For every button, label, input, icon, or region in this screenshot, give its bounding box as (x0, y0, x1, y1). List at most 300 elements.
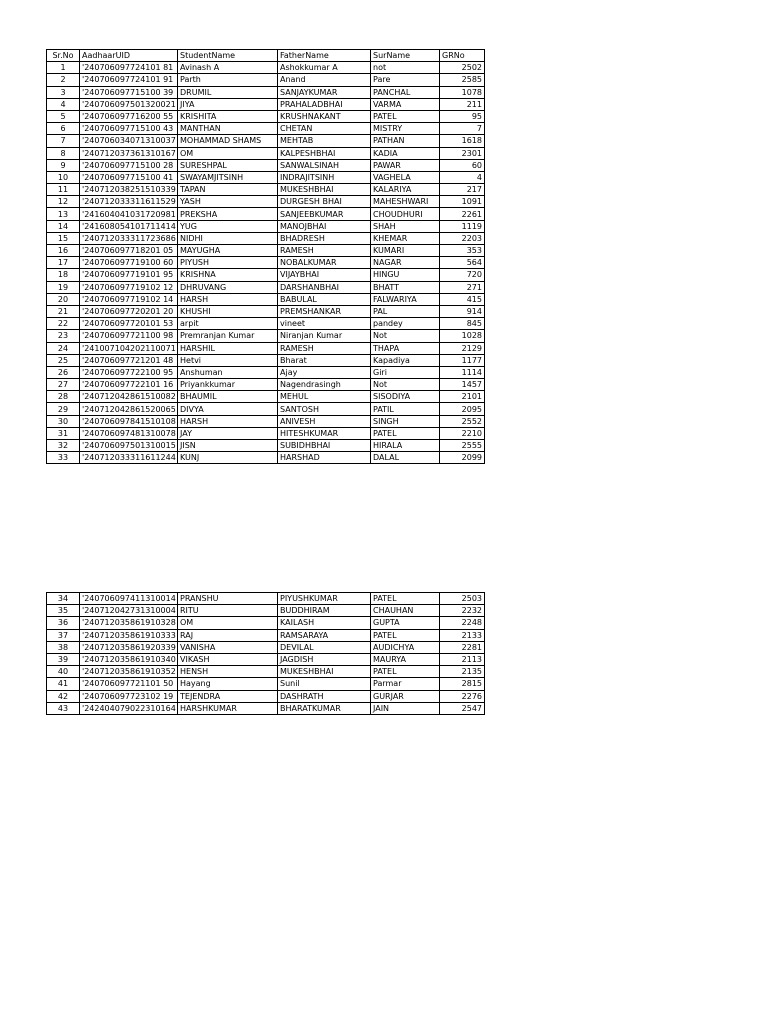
gr-no-cell: 2113 (440, 653, 485, 665)
surname-cell: SINGH (371, 415, 440, 427)
table-row (47, 220, 485, 232)
table-row (47, 403, 485, 415)
father-name-cell: PIYUSHKUMAR (278, 593, 371, 605)
sr-no-cell: 17 (47, 257, 80, 269)
sr-no-cell: 32 (47, 440, 80, 452)
gr-no-cell: 2281 (440, 641, 485, 653)
father-name-cell: INDRAJITSINH (278, 171, 371, 183)
surname-cell: Parmar (371, 678, 440, 690)
sr-no-cell: 42 (47, 690, 80, 702)
surname-cell: HIRALA (371, 440, 440, 452)
gr-no-cell: 1028 (440, 330, 485, 342)
aadhaar-uid-cell: '240712033311611244 (80, 452, 178, 464)
table-row (47, 305, 485, 317)
table-row (47, 281, 485, 293)
gr-no-cell: 2095 (440, 403, 485, 415)
table-row (47, 391, 485, 403)
father-name-cell: MEHTAB (278, 135, 371, 147)
father-name-cell: BUDDHIRAM (278, 605, 371, 617)
surname-cell: JAIN (371, 702, 440, 714)
aadhaar-uid-cell: '240706097721101 50 (80, 678, 178, 690)
table-row (47, 415, 485, 427)
aadhaar-uid-cell: '240706097501320021 (80, 98, 178, 110)
gr-no-cell: 2133 (440, 629, 485, 641)
table-row (47, 379, 485, 391)
aadhaar-uid-cell: '240712037361310167 (80, 147, 178, 159)
father-name-cell: MANOJBHAI (278, 220, 371, 232)
father-name-cell: BABULAL (278, 293, 371, 305)
sr-no-cell: 24 (47, 342, 80, 354)
gr-no-cell: 2301 (440, 147, 485, 159)
father-name-cell: SANWALSINAH (278, 159, 371, 171)
student-name-cell: OM (178, 617, 278, 629)
gr-no-cell: 2135 (440, 666, 485, 678)
surname-cell: PATEL (371, 110, 440, 122)
surname-cell: DALAL (371, 452, 440, 464)
sr-no-cell: 7 (47, 135, 80, 147)
father-name-cell: NOBALKUMAR (278, 257, 371, 269)
table-row (47, 86, 485, 98)
table-row (47, 629, 485, 641)
student-name-cell: JISN (178, 440, 278, 452)
surname-cell: PAL (371, 305, 440, 317)
gr-no-cell: 2101 (440, 391, 485, 403)
sr-no-cell: 16 (47, 245, 80, 257)
father-name-cell: MEHUL (278, 391, 371, 403)
aadhaar-uid-cell: '240706097721100 98 (80, 330, 178, 342)
father-name-cell: Nagendrasingh (278, 379, 371, 391)
table-row (47, 617, 485, 629)
surname-cell: PATEL (371, 629, 440, 641)
sr-no-cell: 18 (47, 269, 80, 281)
father-name-cell: PREMSHANKAR (278, 305, 371, 317)
father-name-cell: JAGDISH (278, 653, 371, 665)
table-row (47, 98, 485, 110)
sr-no-cell: 39 (47, 653, 80, 665)
surname-cell: Not (371, 379, 440, 391)
sr-no-cell: 29 (47, 403, 80, 415)
aadhaar-uid-cell: '240706097481310078 (80, 427, 178, 439)
student-table-top (46, 49, 485, 464)
aadhaar-uid-cell: '240706097723102 19 (80, 690, 178, 702)
sr-no-cell: 43 (47, 702, 80, 714)
sr-no-cell: 27 (47, 379, 80, 391)
student-name-cell: MOHAMMAD SHAMS (178, 135, 278, 147)
father-name-cell: Ajay (278, 366, 371, 378)
aadhaar-uid-cell: '240706097716200 55 (80, 110, 178, 122)
sr-no-cell: 5 (47, 110, 80, 122)
sr-no-cell: 4 (47, 98, 80, 110)
table-row (47, 678, 485, 690)
surname-cell: PATHAN (371, 135, 440, 147)
sr-no-cell: 31 (47, 427, 80, 439)
sr-no-cell: 12 (47, 196, 80, 208)
father-name-cell: Sunil (278, 678, 371, 690)
student-name-cell: VIKASH (178, 653, 278, 665)
student-name-cell: Priyankkumar (178, 379, 278, 391)
sr-no-cell: 8 (47, 147, 80, 159)
student-name-cell: RITU (178, 605, 278, 617)
sr-no-cell: 13 (47, 208, 80, 220)
sr-no-cell: 20 (47, 293, 80, 305)
student-name-cell: Anshuman (178, 366, 278, 378)
table-row (47, 74, 485, 86)
aadhaar-uid-cell: '240706097722101 16 (80, 379, 178, 391)
surname-cell: PATEL (371, 427, 440, 439)
surname-cell: KALARIYA (371, 184, 440, 196)
aadhaar-uid-cell: '240706097721201 48 (80, 354, 178, 366)
student-name-cell: SURESHPAL (178, 159, 278, 171)
father-name-cell: DASHRATH (278, 690, 371, 702)
student-name-cell: Parth (178, 74, 278, 86)
table-row (47, 641, 485, 653)
father-name-cell: SANJEEBKUMAR (278, 208, 371, 220)
gr-no-cell: 845 (440, 318, 485, 330)
table-row (47, 184, 485, 196)
table-row (47, 440, 485, 452)
table-row (47, 159, 485, 171)
aadhaar-uid-cell: '240712042861520065 (80, 403, 178, 415)
father-name-cell: RAMESH (278, 245, 371, 257)
sr-no-cell: 15 (47, 232, 80, 244)
table-row (47, 666, 485, 678)
table-row (47, 208, 485, 220)
gr-no-cell: 353 (440, 245, 485, 257)
table-row (47, 318, 485, 330)
gr-no-cell: 415 (440, 293, 485, 305)
student-name-cell: MAYUGHA (178, 245, 278, 257)
sr-no-cell: 41 (47, 678, 80, 690)
student-name-cell: DHRUVANG (178, 281, 278, 293)
aadhaar-uid-cell: '240706097719101 95 (80, 269, 178, 281)
student-name-cell: HARSHKUMAR (178, 702, 278, 714)
surname-cell: VAGHELA (371, 171, 440, 183)
sr-no-cell: 38 (47, 641, 80, 653)
surname-cell: BHATT (371, 281, 440, 293)
table-row (47, 342, 485, 354)
gr-no-cell: 2099 (440, 452, 485, 464)
father-name-cell: HARSHAD (278, 452, 371, 464)
sr-no-cell: 2 (47, 74, 80, 86)
table-row (47, 123, 485, 135)
student-name-cell: KHUSHI (178, 305, 278, 317)
gr-no-cell: 2502 (440, 62, 485, 74)
table-row (47, 427, 485, 439)
father-name-cell: HITESHKUMAR (278, 427, 371, 439)
gr-no-cell: 2248 (440, 617, 485, 629)
aadhaar-uid-cell: '240712035861910328 (80, 617, 178, 629)
student-name-cell: KRISHITA (178, 110, 278, 122)
sr-no-cell: 9 (47, 159, 80, 171)
father-name-cell: DARSHANBHAI (278, 281, 371, 293)
gr-no-cell: 1114 (440, 366, 485, 378)
table-row (47, 593, 485, 605)
student-name-cell: Hetvi (178, 354, 278, 366)
surname-cell: PATIL (371, 403, 440, 415)
surname-cell: FALWARIYA (371, 293, 440, 305)
column-header: Sr.No (47, 50, 80, 62)
student-name-cell: OM (178, 147, 278, 159)
table-row (47, 62, 485, 74)
gr-no-cell: 914 (440, 305, 485, 317)
aadhaar-uid-cell: '240706097411310014 (80, 593, 178, 605)
father-name-cell: BHARATKUMAR (278, 702, 371, 714)
aadhaar-uid-cell: '240712035861910352 (80, 666, 178, 678)
student-name-cell: Avinash A (178, 62, 278, 74)
surname-cell: SHAH (371, 220, 440, 232)
father-name-cell: MUKESHBHAI (278, 666, 371, 678)
gr-no-cell: 2210 (440, 427, 485, 439)
surname-cell: CHOUDHURI (371, 208, 440, 220)
aadhaar-uid-cell: '241604041031720981 (80, 208, 178, 220)
sr-no-cell: 40 (47, 666, 80, 678)
student-name-cell: KUNJ (178, 452, 278, 464)
surname-cell: AUDICHYA (371, 641, 440, 653)
table-row (47, 135, 485, 147)
father-name-cell: Bharat (278, 354, 371, 366)
table-row (47, 110, 485, 122)
gr-no-cell: 271 (440, 281, 485, 293)
table-row (47, 147, 485, 159)
aadhaar-uid-cell: '241608054101711414 (80, 220, 178, 232)
surname-cell: KADIA (371, 147, 440, 159)
aadhaar-uid-cell: '240712035861920339 (80, 641, 178, 653)
father-name-cell: Ashokkumar A (278, 62, 371, 74)
sr-no-cell: 21 (47, 305, 80, 317)
student-table-bottom (46, 592, 485, 715)
father-name-cell: Niranjan Kumar (278, 330, 371, 342)
surname-cell: PATEL (371, 593, 440, 605)
surname-cell: HINGU (371, 269, 440, 281)
sr-no-cell: 11 (47, 184, 80, 196)
sr-no-cell: 33 (47, 452, 80, 464)
father-name-cell: PRAHALADBHAI (278, 98, 371, 110)
father-name-cell: DURGESH BHAI (278, 196, 371, 208)
table-row (47, 354, 485, 366)
sr-no-cell: 37 (47, 629, 80, 641)
surname-cell: Pare (371, 74, 440, 86)
aadhaar-uid-cell: '240706097715100 28 (80, 159, 178, 171)
sr-no-cell: 10 (47, 171, 80, 183)
gr-no-cell: 95 (440, 110, 485, 122)
column-header: SurName (371, 50, 440, 62)
father-name-cell: SUBIDHBHAI (278, 440, 371, 452)
gr-no-cell: 2276 (440, 690, 485, 702)
surname-cell: KUMARI (371, 245, 440, 257)
surname-cell: KHEMAR (371, 232, 440, 244)
header-row (47, 50, 485, 62)
student-name-cell: MANTHAN (178, 123, 278, 135)
gr-no-cell: 720 (440, 269, 485, 281)
father-name-cell: CHETAN (278, 123, 371, 135)
gr-no-cell: 2261 (440, 208, 485, 220)
table-row (47, 232, 485, 244)
student-table-bottom-body (47, 593, 485, 715)
sr-no-cell: 26 (47, 366, 80, 378)
sr-no-cell: 3 (47, 86, 80, 98)
sr-no-cell: 30 (47, 415, 80, 427)
student-name-cell: HARSH (178, 415, 278, 427)
aadhaar-uid-cell: '240706097715100 41 (80, 171, 178, 183)
table-row (47, 653, 485, 665)
student-name-cell: HENSH (178, 666, 278, 678)
aadhaar-uid-cell: '240712033311723686 (80, 232, 178, 244)
aadhaar-uid-cell: '240712042731310004 (80, 605, 178, 617)
gr-no-cell: 2585 (440, 74, 485, 86)
surname-cell: PATEL (371, 666, 440, 678)
aadhaar-uid-cell: '240706097720101 53 (80, 318, 178, 330)
student-name-cell: DRUMIL (178, 86, 278, 98)
father-name-cell: Anand (278, 74, 371, 86)
aadhaar-uid-cell: '240706097841510108 (80, 415, 178, 427)
sr-no-cell: 22 (47, 318, 80, 330)
gr-no-cell: 2129 (440, 342, 485, 354)
aadhaar-uid-cell: '242404079022310164 (80, 702, 178, 714)
column-header: StudentName (178, 50, 278, 62)
student-name-cell: arpit (178, 318, 278, 330)
surname-cell: pandey (371, 318, 440, 330)
table-row (47, 330, 485, 342)
table-row (47, 269, 485, 281)
aadhaar-uid-cell: '240712042861510082 (80, 391, 178, 403)
gr-no-cell: 2552 (440, 415, 485, 427)
sr-no-cell: 1 (47, 62, 80, 74)
gr-no-cell: 2203 (440, 232, 485, 244)
aadhaar-uid-cell: '240712035861910340 (80, 653, 178, 665)
father-name-cell: SANJAYKUMAR (278, 86, 371, 98)
student-name-cell: Premranjan Kumar (178, 330, 278, 342)
father-name-cell: vineet (278, 318, 371, 330)
surname-cell: MAURYA (371, 653, 440, 665)
aadhaar-uid-cell: '240706097719102 12 (80, 281, 178, 293)
gr-no-cell: 2503 (440, 593, 485, 605)
gr-no-cell: 211 (440, 98, 485, 110)
gr-no-cell: 1119 (440, 220, 485, 232)
surname-cell: SISODIYA (371, 391, 440, 403)
student-name-cell: DIVYA (178, 403, 278, 415)
student-table-top-body (47, 50, 485, 464)
aadhaar-uid-cell: '240706097501310015 (80, 440, 178, 452)
student-name-cell: PREKSHA (178, 208, 278, 220)
surname-cell: GUPTA (371, 617, 440, 629)
father-name-cell: SANTOSH (278, 403, 371, 415)
student-name-cell: HARSH (178, 293, 278, 305)
table-row (47, 245, 485, 257)
aadhaar-uid-cell: '240706097715100 39 (80, 86, 178, 98)
sr-no-cell: 19 (47, 281, 80, 293)
sr-no-cell: 36 (47, 617, 80, 629)
gr-no-cell: 1618 (440, 135, 485, 147)
sr-no-cell: 6 (47, 123, 80, 135)
father-name-cell: KAILASH (278, 617, 371, 629)
sr-no-cell: 14 (47, 220, 80, 232)
gr-no-cell: 4 (440, 171, 485, 183)
student-name-cell: YASH (178, 196, 278, 208)
student-name-cell: BHAUMIL (178, 391, 278, 403)
aadhaar-uid-cell: '240712038251510339 (80, 184, 178, 196)
surname-cell: not (371, 62, 440, 74)
sr-no-cell: 23 (47, 330, 80, 342)
gr-no-cell: 2547 (440, 702, 485, 714)
surname-cell: MISTRY (371, 123, 440, 135)
gr-no-cell: 2555 (440, 440, 485, 452)
aadhaar-uid-cell: '240706097715100 43 (80, 123, 178, 135)
student-name-cell: JIYA (178, 98, 278, 110)
father-name-cell: MUKESHBHAI (278, 184, 371, 196)
aadhaar-uid-cell: '240706097719102 14 (80, 293, 178, 305)
table-row (47, 257, 485, 269)
aadhaar-uid-cell: '240706097722100 95 (80, 366, 178, 378)
aadhaar-uid-cell: '240706097719100 60 (80, 257, 178, 269)
surname-cell: VARMA (371, 98, 440, 110)
gr-no-cell: 1078 (440, 86, 485, 98)
sr-no-cell: 35 (47, 605, 80, 617)
gr-no-cell: 1091 (440, 196, 485, 208)
student-name-cell: YUG (178, 220, 278, 232)
surname-cell: NAGAR (371, 257, 440, 269)
father-name-cell: RAMSARAYA (278, 629, 371, 641)
father-name-cell: RAMESH (278, 342, 371, 354)
father-name-cell: ANIVESH (278, 415, 371, 427)
father-name-cell: KALPESHBHAI (278, 147, 371, 159)
student-name-cell: SWAYAMJITSINH (178, 171, 278, 183)
surname-cell: THAPA (371, 342, 440, 354)
gr-no-cell: 60 (440, 159, 485, 171)
sr-no-cell: 28 (47, 391, 80, 403)
aadhaar-uid-cell: '240706097718201 05 (80, 245, 178, 257)
student-name-cell: KRISHNA (178, 269, 278, 281)
gr-no-cell: 217 (440, 184, 485, 196)
table-row (47, 366, 485, 378)
surname-cell: GURJAR (371, 690, 440, 702)
student-name-cell: RAJ (178, 629, 278, 641)
surname-cell: Not (371, 330, 440, 342)
surname-cell: PAWAR (371, 159, 440, 171)
student-name-cell: TEJENDRA (178, 690, 278, 702)
table-row (47, 196, 485, 208)
surname-cell: Giri (371, 366, 440, 378)
aadhaar-uid-cell: '240706097720201 20 (80, 305, 178, 317)
surname-cell: Kapadiya (371, 354, 440, 366)
student-name-cell: PIYUSH (178, 257, 278, 269)
student-name-cell: JAY (178, 427, 278, 439)
gr-no-cell: 1457 (440, 379, 485, 391)
student-name-cell: Hayang (178, 678, 278, 690)
table-row (47, 605, 485, 617)
student-name-cell: HARSHIL (178, 342, 278, 354)
gr-no-cell: 2815 (440, 678, 485, 690)
aadhaar-uid-cell: '241007104202110071 (80, 342, 178, 354)
father-name-cell: BHADRESH (278, 232, 371, 244)
aadhaar-uid-cell: '240706034071310037 (80, 135, 178, 147)
column-header: FatherName (278, 50, 371, 62)
table-row (47, 293, 485, 305)
gr-no-cell: 2232 (440, 605, 485, 617)
father-name-cell: DEVILAL (278, 641, 371, 653)
table-row (47, 171, 485, 183)
student-name-cell: TAPAN (178, 184, 278, 196)
column-header: AadhaarUID (80, 50, 178, 62)
sr-no-cell: 34 (47, 593, 80, 605)
aadhaar-uid-cell: '240712033311611529 (80, 196, 178, 208)
aadhaar-uid-cell: '240706097724101 81 (80, 62, 178, 74)
aadhaar-uid-cell: '240712035861910333 (80, 629, 178, 641)
surname-cell: MAHESHWARI (371, 196, 440, 208)
student-name-cell: NIDHI (178, 232, 278, 244)
column-header: GRNo (440, 50, 485, 62)
sr-no-cell: 25 (47, 354, 80, 366)
student-name-cell: VANISHA (178, 641, 278, 653)
